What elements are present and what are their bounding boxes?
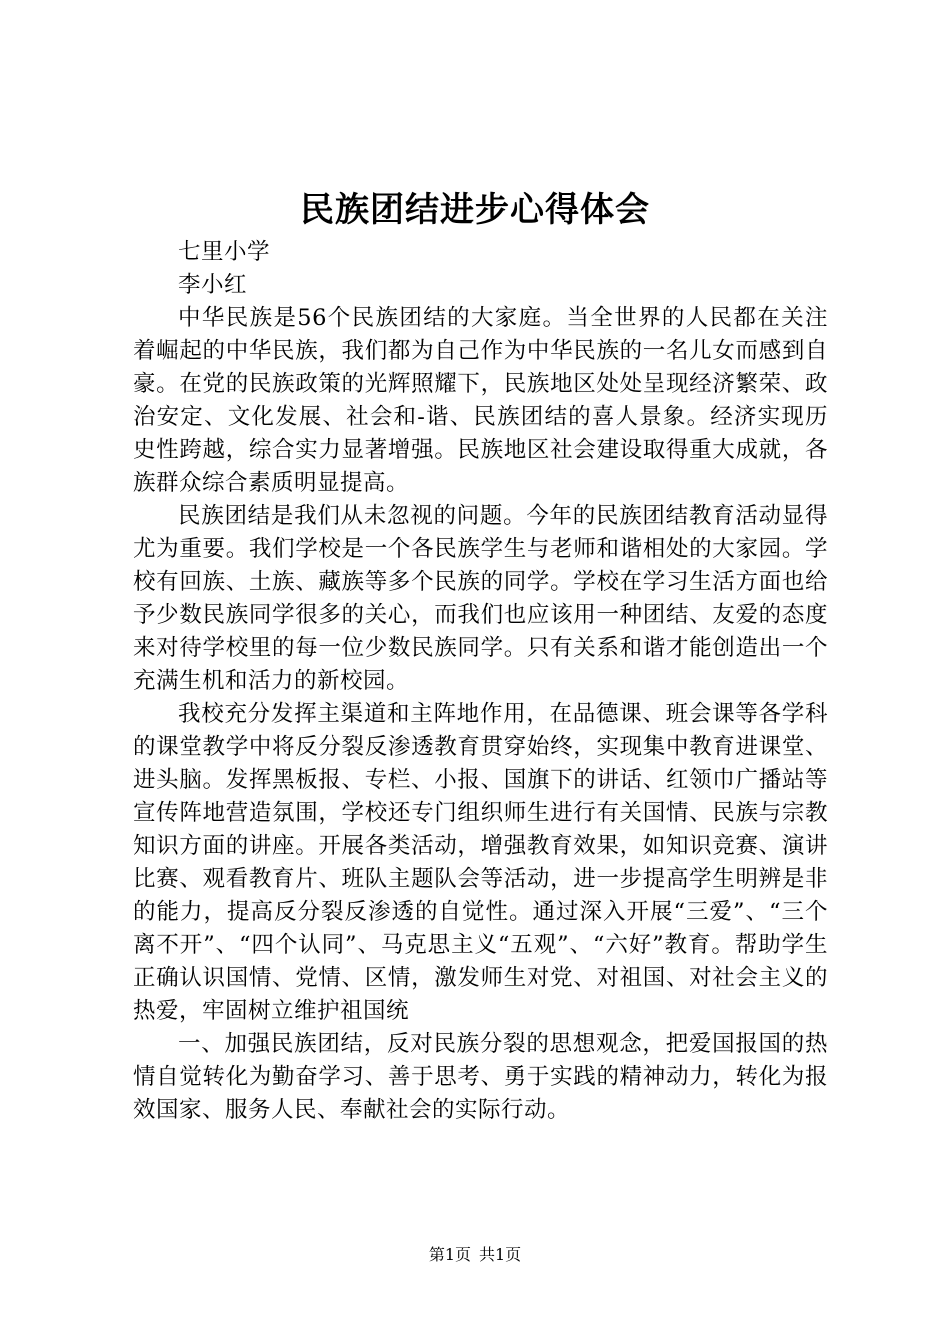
paragraph-1: 中华民族是56个民族团结的大家庭。当全世界的人民都在关注着崛起的中华民族，我们都为自己作为中华民族的一名儿女而感到自豪。在党的民族政策的光辉照耀下，民族地区处处呈现经济繁荣、政治安定、文化发展、社会和-谐、民族团结的喜人景象。经济实现历史性跨越，综合实力显著增强。民族地区社会建设取得重大成就，各族群众综合素质明显提高。 xyxy=(133,305,828,496)
page-total: 共1页 xyxy=(479,1245,522,1264)
paragraph-2: 民族团结是我们从未忽视的问题。今年的民族团结教育活动显得尤为重要。我们学校是一个各民族学生与老师和谐相处的大家园。学校有回族、土族、藏族等多个民族的同学。学校在学习生活方面也给予少数民族同学很多的关心，而我们也应该用一种团结、友爱的态度来对待学校里的每一位少数民族同学。只有关系和谐才能创造出一个充满生机和活力的新校园。 xyxy=(133,503,828,694)
page-footer xyxy=(0,1243,950,1267)
document-body xyxy=(133,236,828,1127)
page-number: 第1页 xyxy=(428,1245,471,1264)
paragraph-3: 我校充分发挥主渠道和主阵地作用，在品德课、班会课等各学科的课堂教学中将反分裂反渗透教育贯穿始终，实现集中教育进课堂、进头脑。发挥黑板报、专栏、小报、国旗下的讲话、红领巾广播站等宣传阵地营造氛围，学校还专门组织师生进行有关国情、民族与宗教知识方面的讲座。开展各类活动，增强教育效果，如知识竞赛、演讲比赛、观看教育片、班队主题队会等活动，进一步提高学生明辨是非的能力，提高反分裂反渗透的自觉性。通过深入开展“三爱”、“三个离不开”、“四个认同”、马克思主义“五观”、“六好”教育。帮助学生正确认识国情、党情、区情，激发师生对党、对祖国、对社会主义的热爱，牢固树立维护祖国统 xyxy=(133,701,828,1024)
paragraph-4: 一、加强民族团结，反对民族分裂的思想观念，把爱国报国的热情自觉转化为勤奋学习、善于思考、勇于实践的精神动力，转化为报效国家、服务人民、奉献社会的实际行动。 xyxy=(133,1031,828,1123)
document-title: 民族团结进步心得体会 xyxy=(300,190,650,230)
author-line: 李小红 xyxy=(178,272,248,298)
school-line: 七里小学 xyxy=(178,239,271,265)
